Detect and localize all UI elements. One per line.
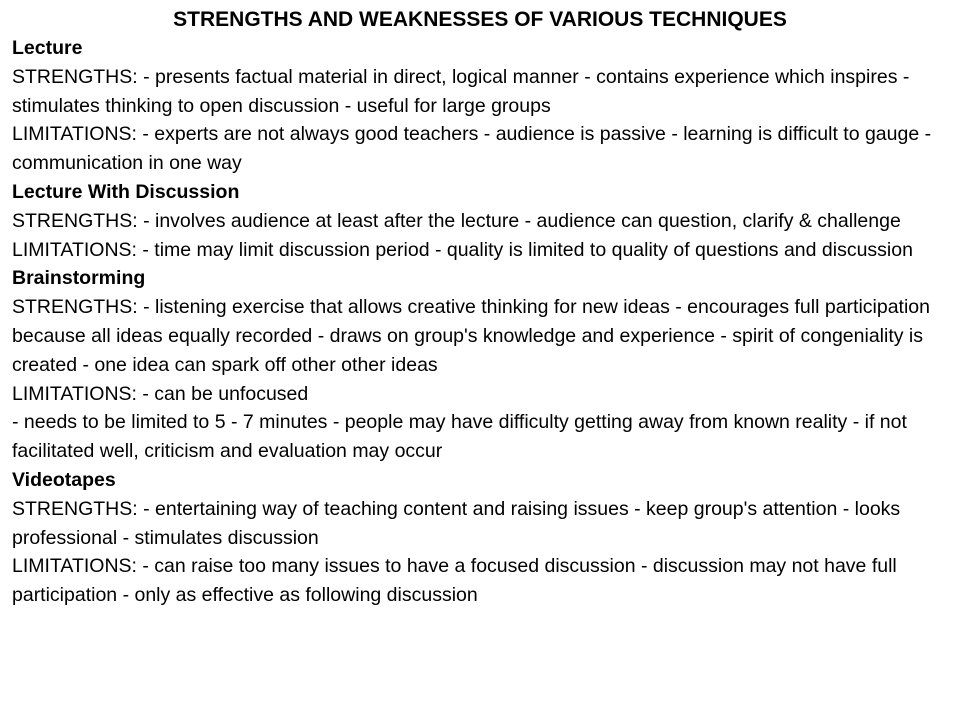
strengths-text: STRENGTHS: - entertaining way of teaching content and raising issues - keep group's attention - looks professional - stimulates discussion [12, 497, 901, 549]
section-lecture-with-discussion [12, 178, 948, 264]
section-heading: Brainstorming [12, 267, 146, 290]
section-brainstorming [12, 264, 948, 466]
section-heading: Lecture With Discussion [12, 180, 240, 203]
page-title: STRENGTHS AND WEAKNESSES OF VARIOUS TECHNIQUES [173, 8, 787, 31]
section-lecture [12, 34, 948, 178]
limitations-text: LIMITATIONS: - can be unfocused [12, 382, 309, 405]
strengths-text: STRENGTHS: - presents factual material in direct, logical manner - contains experience which inspires - stimulates thinking to open discussion - useful for large groups [12, 65, 910, 117]
limitations-text: LIMITATIONS: - experts are not always good teachers - audience is passive - learning is difficult to gauge - communication in one way [12, 123, 932, 175]
limitations-continued-text: - needs to be limited to 5 - 7 minutes - people may have difficulty getting away from known reality - if not facilitated well, criticism and evaluation may occur [12, 411, 907, 463]
limitations-text: LIMITATIONS: - time may limit discussion period - quality is limited to quality of questions and discussion [12, 238, 913, 261]
section-videotapes [12, 466, 948, 610]
limitations-text: LIMITATIONS: - can raise too many issues to have a focused discussion - discussion may not have full participation - only as effective as following discussion [12, 555, 897, 607]
strengths-text: STRENGTHS: - listening exercise that allows creative thinking for new ideas - encourages full participation because all ideas equally recorded - draws on group's knowledge and experience - spirit of congeniality is created - one idea can spark off other other ideas [12, 296, 930, 376]
section-heading: Lecture [12, 37, 83, 59]
section-heading: Videotapes [12, 468, 116, 491]
strengths-text: STRENGTHS: - involves audience at least after the lecture - audience can question, clarify & challenge [12, 209, 901, 232]
